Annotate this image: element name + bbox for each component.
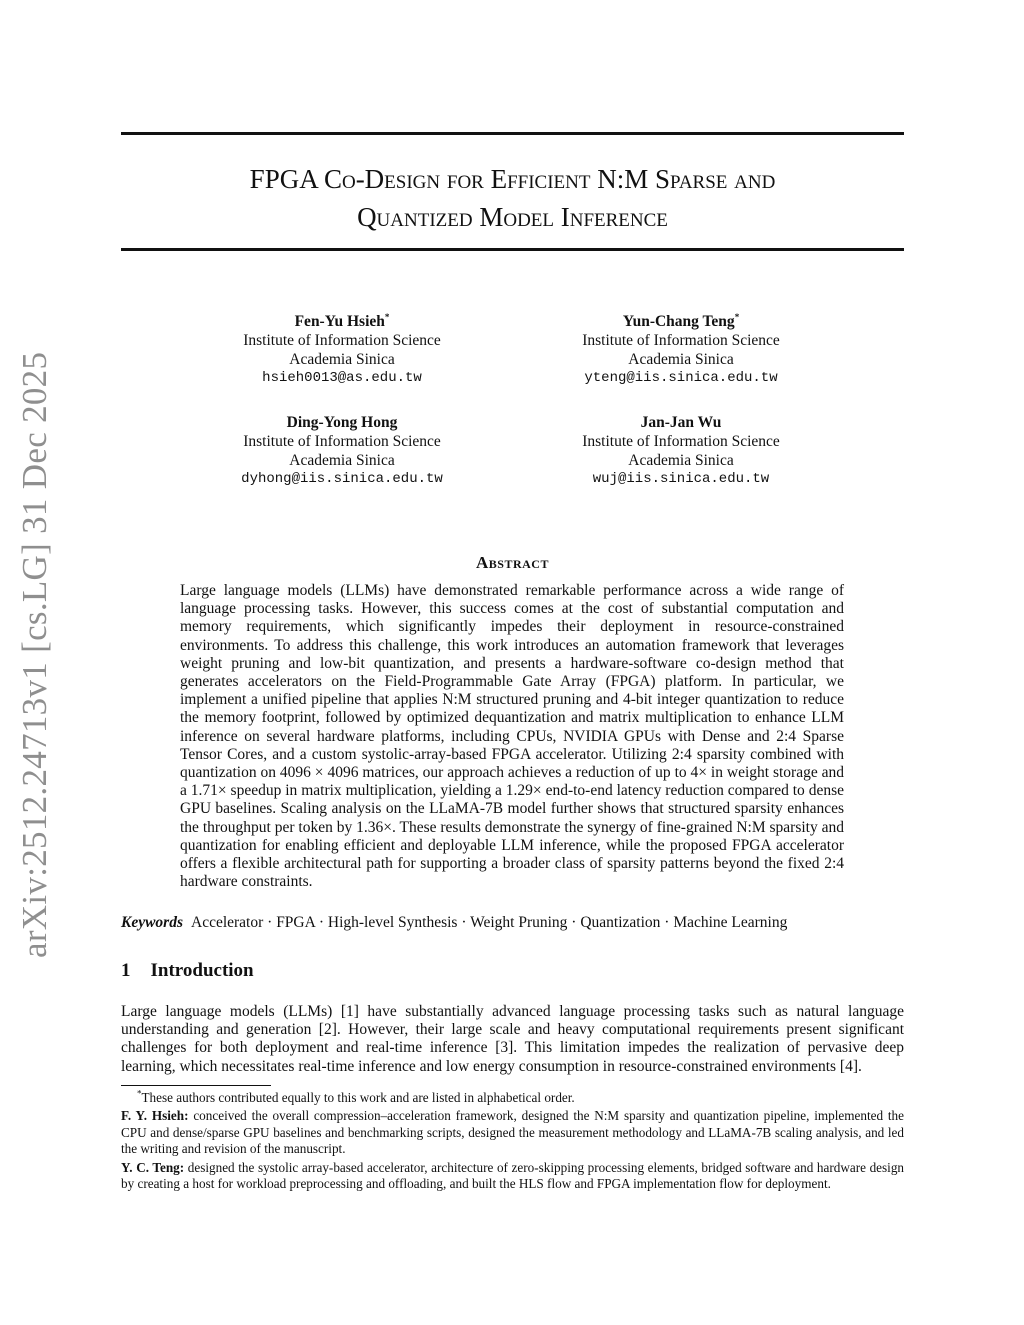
keywords bbox=[121, 913, 904, 932]
author-name: Ding-Yong Hong bbox=[286, 414, 398, 431]
author-affiliation: Institute of Information Science bbox=[582, 433, 780, 450]
author-affiliation: Institute of Information Science bbox=[243, 433, 441, 450]
title-bottom-rule bbox=[121, 248, 904, 251]
author-email[interactable]: wuj@iis.sinica.edu.tw bbox=[592, 471, 770, 487]
introduction-paragraph: Large language models (LLMs) [1] have substantially advanced language processing tasks such as natural language understanding and generation [2]. However, their large scale and heavy computational requirements present significant challenges for both deployment and real-time inference [3]. This limitation impedes the realization of pervasive deep learning, which necessitates real-time inference and low energy consumption in resource-constrained environments [4]. bbox=[121, 1003, 904, 1075]
keywords-list: Accelerator · FPGA · High-level Synthesis · Weight Pruning · Quantization · Machine Learning bbox=[191, 914, 788, 931]
footnote-teng-contribution: Y. C. Teng: designed the systolic array-based accelerator, architecture of zero-skipping processing elements, bridged software and hardware design by creating a host for workload preprocessing and offloading, and built the HLS flow and FPGA implementation flow for deployment. bbox=[121, 1159, 905, 1192]
abstract-heading: Abstract bbox=[476, 553, 549, 572]
author-email[interactable]: hsieh0013@as.edu.tw bbox=[262, 370, 422, 386]
keywords-label: Keywords bbox=[121, 914, 183, 931]
footnote-rule bbox=[121, 1085, 271, 1086]
author-block bbox=[551, 312, 811, 388]
abstract-text: Large language models (LLMs) have demonstrated remarkable performance across a wide range of language processing tasks. However, this success comes at the cost of substantial computation and memory requirements, which significantly impedes their deployment in resource-constrained environments. To address this challenge, this work introduces an automation framework that leverages weight pruning and low-bit quantization, and presents a hardware-software co-design method that generates accelerators on the Field-Programmable Gate Array (FPGA) platform. In particular, we implement a unified pipeline that applies N:M structured pruning and 4-bit integer quantization to reduce the memory footprint, followed by optimized dequantization and matrix multiplication to enhance LLM inference on several hardware platforms, including CPUs, NVIDIA GPUs with Dense and 2:4 Sparse Tensor Cores, and a custom systolic-array-based FPGA accelerator. Utilizing 2:4 sparsity combined with quantization on 4096 × 4096 matrices, our approach achieves a reduction of up to 4× in weight storage and a 1.71× speedup in matrix multiplication, yielding a 1.29× end-to-end latency reduction compared to dense GPU baselines. Scaling analysis on the LLaMA-7B model further shows that structured sparsity enhances the throughput per token by 1.36×. These results demonstrate the synergy of fine-grained N:M sparsity and quantization for enabling efficient and deployable LLM inference, while the proposed FPGA accelerator offers a flexible architectural path for supporting a broader class of sparsity patterns beyond the fixed 2:4 hardware constraints. bbox=[180, 582, 844, 891]
footnote-equal-contribution: *These authors contributed equally to this work and are listed in alphabetical order. bbox=[137, 1088, 575, 1105]
author-block bbox=[212, 312, 472, 388]
author-institution: Academia Sinica bbox=[289, 452, 395, 469]
author-block bbox=[212, 413, 472, 489]
title-line-1: FPGA Co-Design for Efficient N:M Sparse and bbox=[249, 164, 776, 194]
section-heading bbox=[121, 960, 254, 982]
author-affiliation: Institute of Information Science bbox=[582, 332, 780, 349]
author-block bbox=[551, 413, 811, 489]
title-top-rule bbox=[121, 132, 904, 135]
author-institution: Academia Sinica bbox=[289, 351, 395, 368]
author-name: Yun-Chang Teng* bbox=[622, 311, 740, 330]
author-email[interactable]: yteng@iis.sinica.edu.tw bbox=[584, 370, 778, 386]
author-affiliation: Institute of Information Science bbox=[243, 332, 441, 349]
arxiv-identifier: arXiv:2512.24713v1 [cs.LG] 31 Dec 2025 bbox=[15, 351, 54, 958]
footnotes bbox=[121, 1090, 904, 1194]
author-email[interactable]: dyhong@iis.sinica.edu.tw bbox=[241, 471, 443, 487]
section-number: 1 bbox=[121, 960, 131, 981]
author-institution: Academia Sinica bbox=[628, 351, 734, 368]
title-line-2: Quantized Model Inference bbox=[357, 202, 668, 232]
paper-title bbox=[121, 160, 904, 236]
author-name: Fen-Yu Hsieh* bbox=[294, 311, 390, 330]
section-title: Introduction bbox=[150, 960, 254, 981]
footnote-hsieh-contribution: F. Y. Hsieh: conceived the overall compression–acceleration framework, designed the N:M sparsity and quantization pipeline, implemented the CPU and dense/sparse GPU baselines and benchmarking scripts, designed the measurement methodology and LLaMA-7B scaling analysis, and led the writing and revision of the manuscript. bbox=[121, 1108, 904, 1157]
author-institution: Academia Sinica bbox=[628, 452, 734, 469]
author-name: Jan-Jan Wu bbox=[640, 414, 722, 431]
